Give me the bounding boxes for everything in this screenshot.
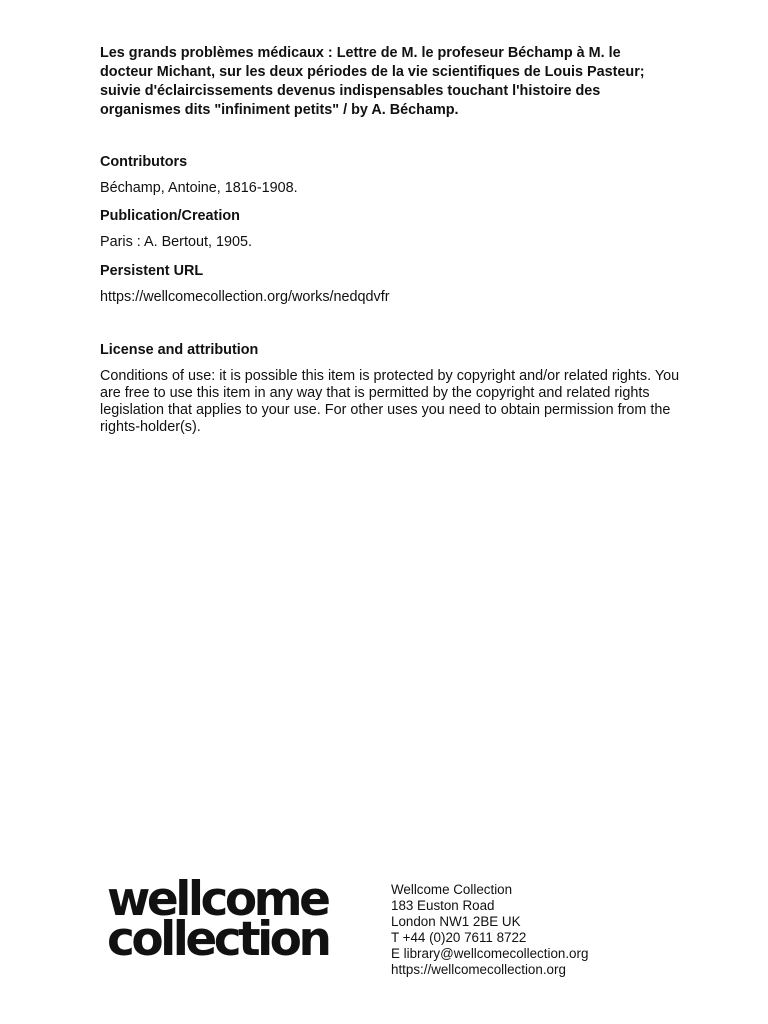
footer-address: [391, 882, 651, 978]
wellcome-collection-logo: [107, 872, 377, 980]
license-heading: License and attribution: [100, 342, 259, 358]
persistent-url-link[interactable]: https://wellcomecollection.org/works/nedqdvfr: [100, 289, 390, 305]
contributors-value: Béchamp, Antoine, 1816-1908.: [100, 180, 298, 196]
publication-heading: Publication/Creation: [100, 208, 240, 224]
address-phone: T +44 (0)20 7611 8722: [391, 930, 527, 945]
address-website[interactable]: https://wellcomecollection.org: [391, 962, 566, 977]
publication-value: Paris : A. Bertout, 1905.: [100, 234, 252, 250]
address-email[interactable]: E library@wellcomecollection.org: [391, 946, 589, 961]
contributors-heading: Contributors: [100, 154, 188, 170]
logo-line-collection: collection: [107, 912, 329, 967]
address-street: 183 Euston Road: [391, 898, 495, 913]
persistent-url-heading: Persistent URL: [100, 263, 204, 279]
logo-line-wellcome: wellcome: [107, 872, 328, 927]
address-city: London NW1 2BE UK: [391, 914, 521, 929]
document-title: Les grands problèmes médicaux : Lettre de M. le profeseur Béchamp à M. le docteur Michant, sur les deux périodes de la vie scientifiques de Louis Pasteur; suivie d'éclaircissements devenus indispensables touchant l'histoire des organismes dits "infiniment petits" / by A. Béchamp.: [100, 45, 645, 118]
address-name: Wellcome Collection: [391, 882, 513, 897]
license-text: Conditions of use: it is possible this item is protected by copyright and/or related rights. You are free to use this item in any way that is permitted by the copyright and related rights legislation that applies to your use. For other uses you need to obtain permission from the rights-holder(s).: [100, 368, 680, 435]
